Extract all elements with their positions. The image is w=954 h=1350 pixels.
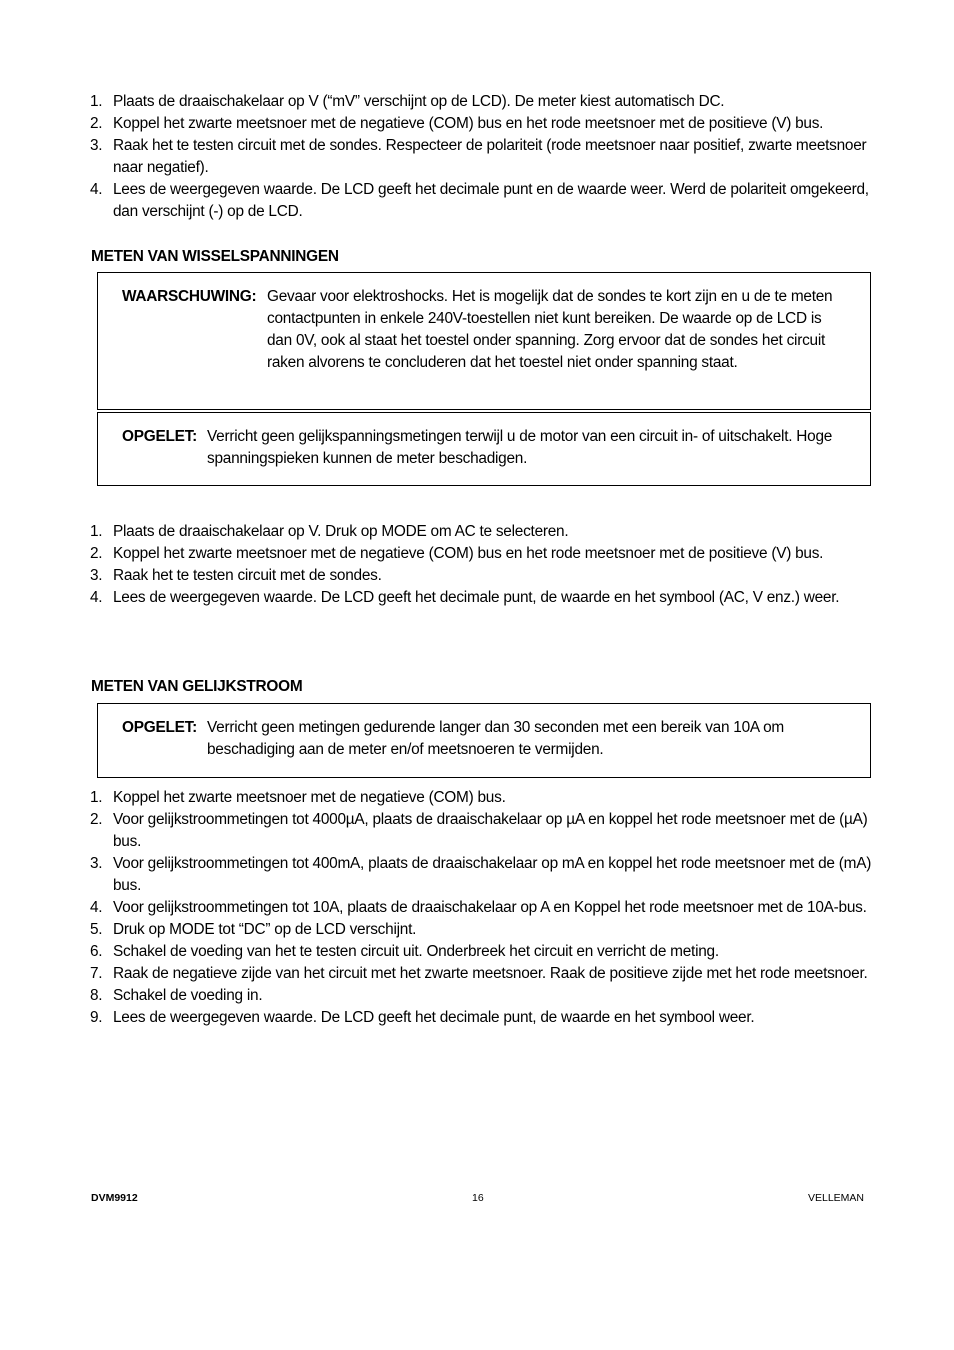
list-item: 1. Plaats de draaischakelaar op V (“mV” verschijnt op de LCD). De meter kiest automatisch DC. [90,93,725,110]
list-item: 4. Voor gelijkstroommetingen tot 10A, plaats de draaischakelaar op A en Koppel het rode meetsnoer met de 10A-bus. [90,899,867,916]
warning-box [97,272,871,410]
section-heading-dc-current: METEN VAN GELIJKSTROOM [91,678,303,695]
list-item: 1. Koppel het zwarte meetsnoer met de negatieve (COM) bus. [90,789,506,806]
ac-voltage-steps [90,521,872,609]
caution-text: Verricht geen gelijkspanningsmetingen terwijl u de motor van een circuit in- of uitschakelt. Hoge spanningspieken kunnen de meter beschadigen. [207,428,833,467]
dc-voltage-steps [90,91,872,223]
footer-page-number: 16 [472,1192,484,1204]
caution-text: Verricht geen metingen gedurende langer dan 30 seconden met een bereik van 10A om beschadiging aan de meter en/of meetsnoeren te vermijden. [207,719,784,758]
list-item: 3. Raak het te testen circuit met de sondes. [90,567,382,584]
footer-model: DVM9912 [91,1192,138,1204]
dc-current-steps [90,787,872,1029]
list-item: 4. Lees de weergegeven waarde. De LCD geeft het decimale punt, de waarde en het symbool (AC, V enz.) weer. [90,589,840,606]
caution-label: OPGELET: [122,719,197,736]
list-item: 2. Koppel het zwarte meetsnoer met de negatieve (COM) bus en het rode meetsnoer met de positieve (V) bus. [90,115,824,132]
list-item: 5. Druk op MODE tot “DC” op de LCD verschijnt. [90,921,417,938]
list-item: 6. Schakel de voeding van het te testen circuit uit. Onderbreek het circuit en verricht de meting. [90,943,719,960]
list-item: 7. Raak de negatieve zijde van het circuit met het zwarte meetsnoer. Raak de positieve zijde met het rode meetsnoer. [90,965,868,982]
list-item: 2. Voor gelijkstroommetingen tot 4000µA, plaats de draaischakelaar op µA en koppel het rode meetsnoer met de (µA) bus. [90,811,868,850]
list-item: 8. Schakel de voeding in. [90,987,263,1004]
section-heading-ac-voltage: METEN VAN WISSELSPANNINGEN [91,248,339,265]
list-item: 3. Raak het te testen circuit met de sondes. Respecteer de polariteit (rode meetsnoer naar positief, zwarte meetsnoer naar negatief). [90,137,867,176]
footer-brand: VELLEMAN [807,1192,864,1204]
caution-box-ac [97,412,871,486]
warning-label: WAARSCHUWING: [122,288,257,305]
caution-box-dc [97,703,871,778]
list-item: 3. Voor gelijkstroommetingen tot 400mA, plaats de draaischakelaar op mA en koppel het rode meetsnoer met de (mA) bus. [90,855,872,894]
list-item: 9. Lees de weergegeven waarde. De LCD geeft het decimale punt, de waarde en het symbool weer. [90,1009,755,1026]
warning-text: Gevaar voor elektroshocks. Het is mogelijk dat de sondes te kort zijn en u de te meten contactpunten in enkele 240V-toestellen niet kunt bereiken. De waarde op de LCD is dan 0V, ook al staat het toestel onder spanning. Zorg ervoor dat de sondes het circuit raken alvorens te concluderen dat het toestel niet onder spanning staat. [267,288,833,371]
list-item: 2. Koppel het zwarte meetsnoer met de negatieve (COM) bus en het rode meetsnoer met de positieve (V) bus. [90,545,824,562]
caution-label: OPGELET: [122,428,197,445]
list-item: 1. Plaats de draaischakelaar op V. Druk op MODE om AC te selecteren. [90,523,569,540]
list-item: 4. Lees de weergegeven waarde. De LCD geeft het decimale punt en de waarde weer. Werd de polariteit omgekeerd, dan verschijnt (-) op de LCD. [90,181,869,220]
